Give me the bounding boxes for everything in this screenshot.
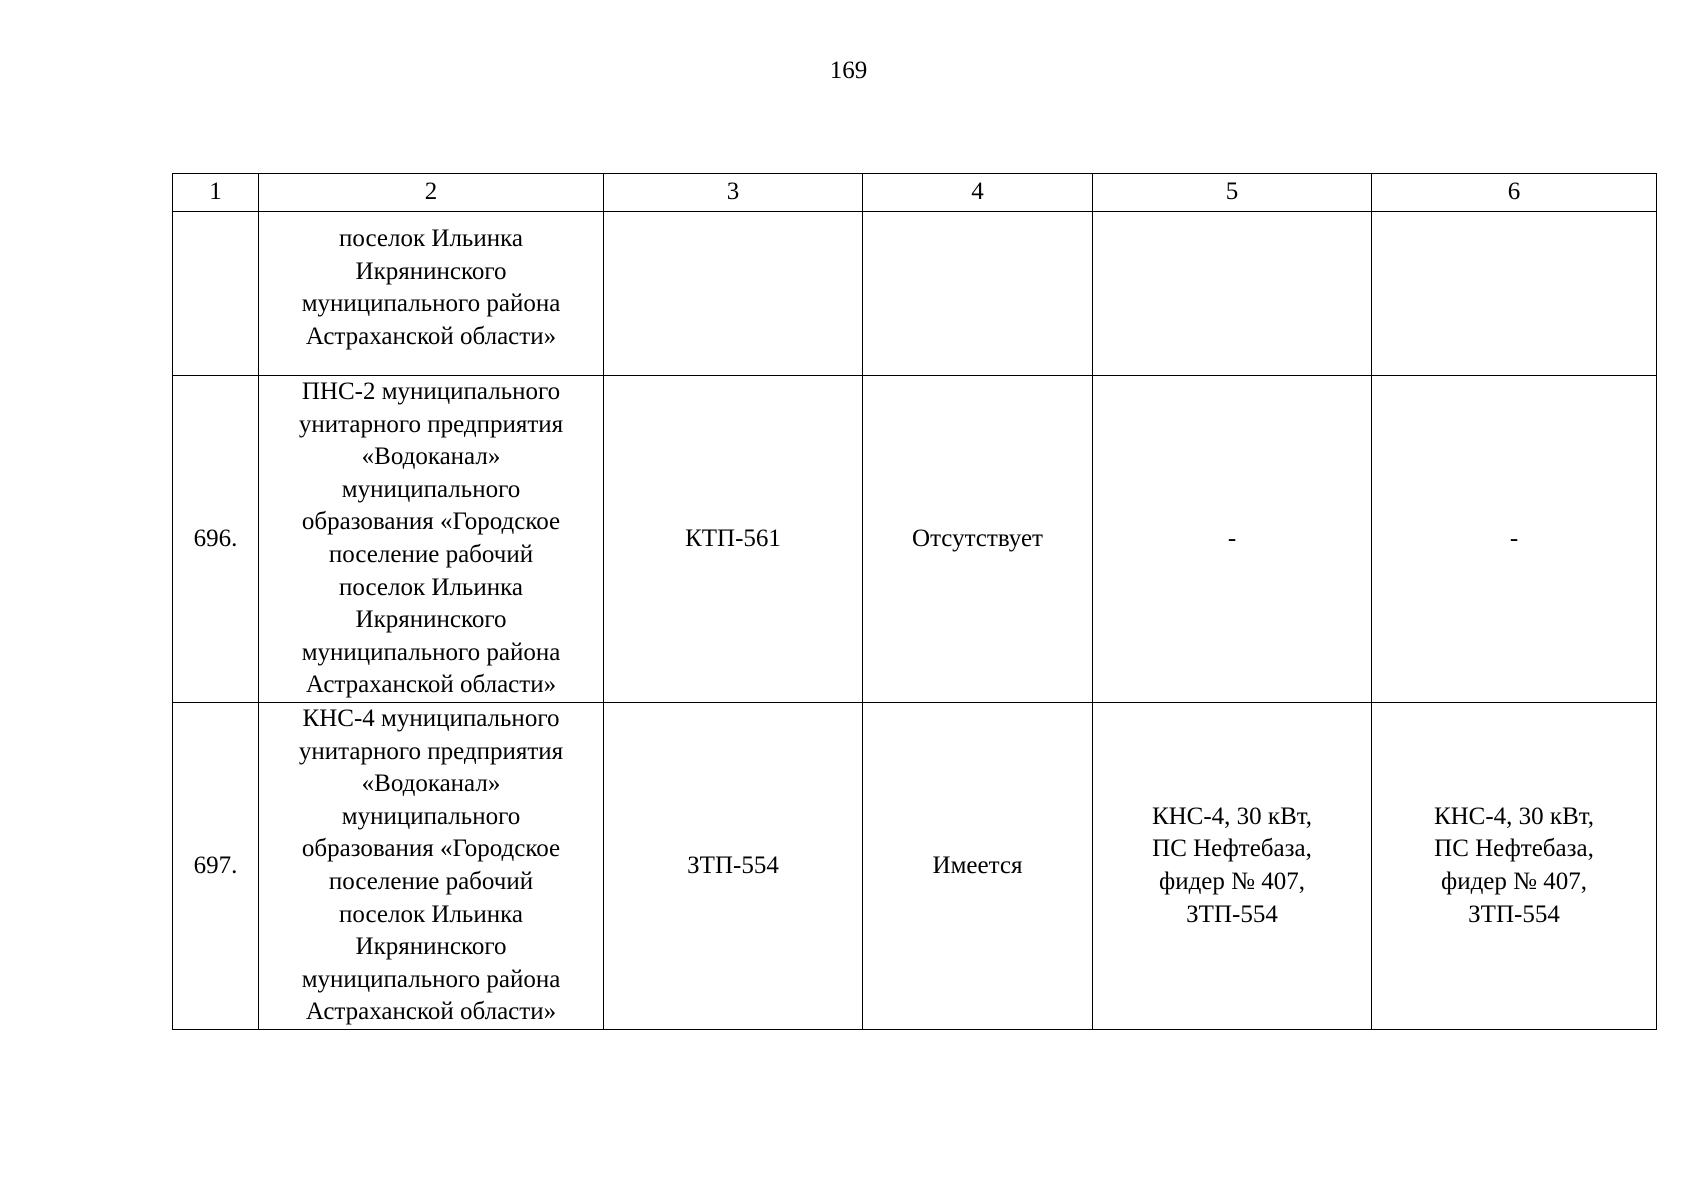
header-col-4: 4 [863,174,1093,212]
table-row [173,376,1657,703]
text-line: ПС Нефтебаза, [1152,835,1312,863]
text-line: «Водоканал» [361,443,501,471]
text-line: ПНС-2 муниципального [301,378,561,405]
table-row-continuation [173,212,1657,376]
cell-status [863,212,1093,376]
text-line: унитарного предприятия [298,410,564,438]
text-line: поселок Ильинка [339,573,523,601]
text-line: муниципального района [301,290,561,318]
cell-number: 696. [173,376,259,703]
text-line: Икрянинского [355,257,507,285]
text-line: Икрянинского [355,606,507,634]
text-line: фидер № 407, [1441,867,1587,895]
text-line: образования «Городское [301,508,561,536]
cell-substation [604,212,863,376]
cell-col6 [1372,376,1657,703]
cell-col6 [1372,702,1657,1029]
text-line: КНС-4, 30 кВт, [1151,802,1313,830]
text-line: поселение рабочий [328,540,534,568]
table-row [173,702,1657,1029]
text-line: КНС-4 муниципального [302,704,560,732]
text-line: - [1509,524,1519,552]
text-line: ПС Нефтебаза, [1434,835,1594,863]
text-line: муниципального района [301,638,561,666]
cell-object-name [259,376,604,703]
cell-substation: КТП-561 [604,376,863,703]
text-line: поселок Ильинка [339,900,523,928]
text-line: ЗТП-554 [1186,900,1278,928]
text-line: Астраханской области» [305,998,557,1026]
text-line: Астраханской области» [305,322,557,350]
text-line: Икрянинского [355,933,507,961]
header-col-3: 3 [604,174,863,212]
text-line: КНС-4, 30 кВт, [1433,802,1595,830]
cell-status: Имеется [863,702,1093,1029]
cell-number [173,212,259,376]
cell-col5 [1093,376,1372,703]
header-row [173,174,1657,212]
text-line: унитарного предприятия [298,737,564,765]
registry-table [172,173,1657,1030]
text-line: «Водоканал» [361,770,501,798]
text-line: ЗТП-554 [1468,900,1560,928]
page-number: 169 [829,57,868,84]
text-line: муниципального района [301,965,561,993]
text-line: фидер № 407, [1159,867,1305,895]
header-col-2: 2 [259,174,604,212]
cell-object-name [259,702,604,1029]
cell-col5 [1093,702,1372,1029]
text-line: муниципального [341,475,521,503]
text-line: - [1227,524,1237,552]
text-line: образования «Городское [301,835,561,863]
cell-col5 [1093,212,1372,376]
text-line: Астраханской области» [305,671,557,699]
text-line: муниципального [341,802,521,830]
cell-col6 [1372,212,1657,376]
cell-status: Отсутствует [863,376,1093,703]
cell-number: 697. [173,702,259,1029]
cell-object-name [259,212,604,376]
text-line: поселок Ильинка [339,225,523,252]
text-line: поселение рабочий [328,867,534,895]
header-col-6: 6 [1372,174,1657,212]
header-col-5: 5 [1093,174,1372,212]
cell-substation: ЗТП-554 [604,702,863,1029]
header-col-1: 1 [173,174,259,212]
